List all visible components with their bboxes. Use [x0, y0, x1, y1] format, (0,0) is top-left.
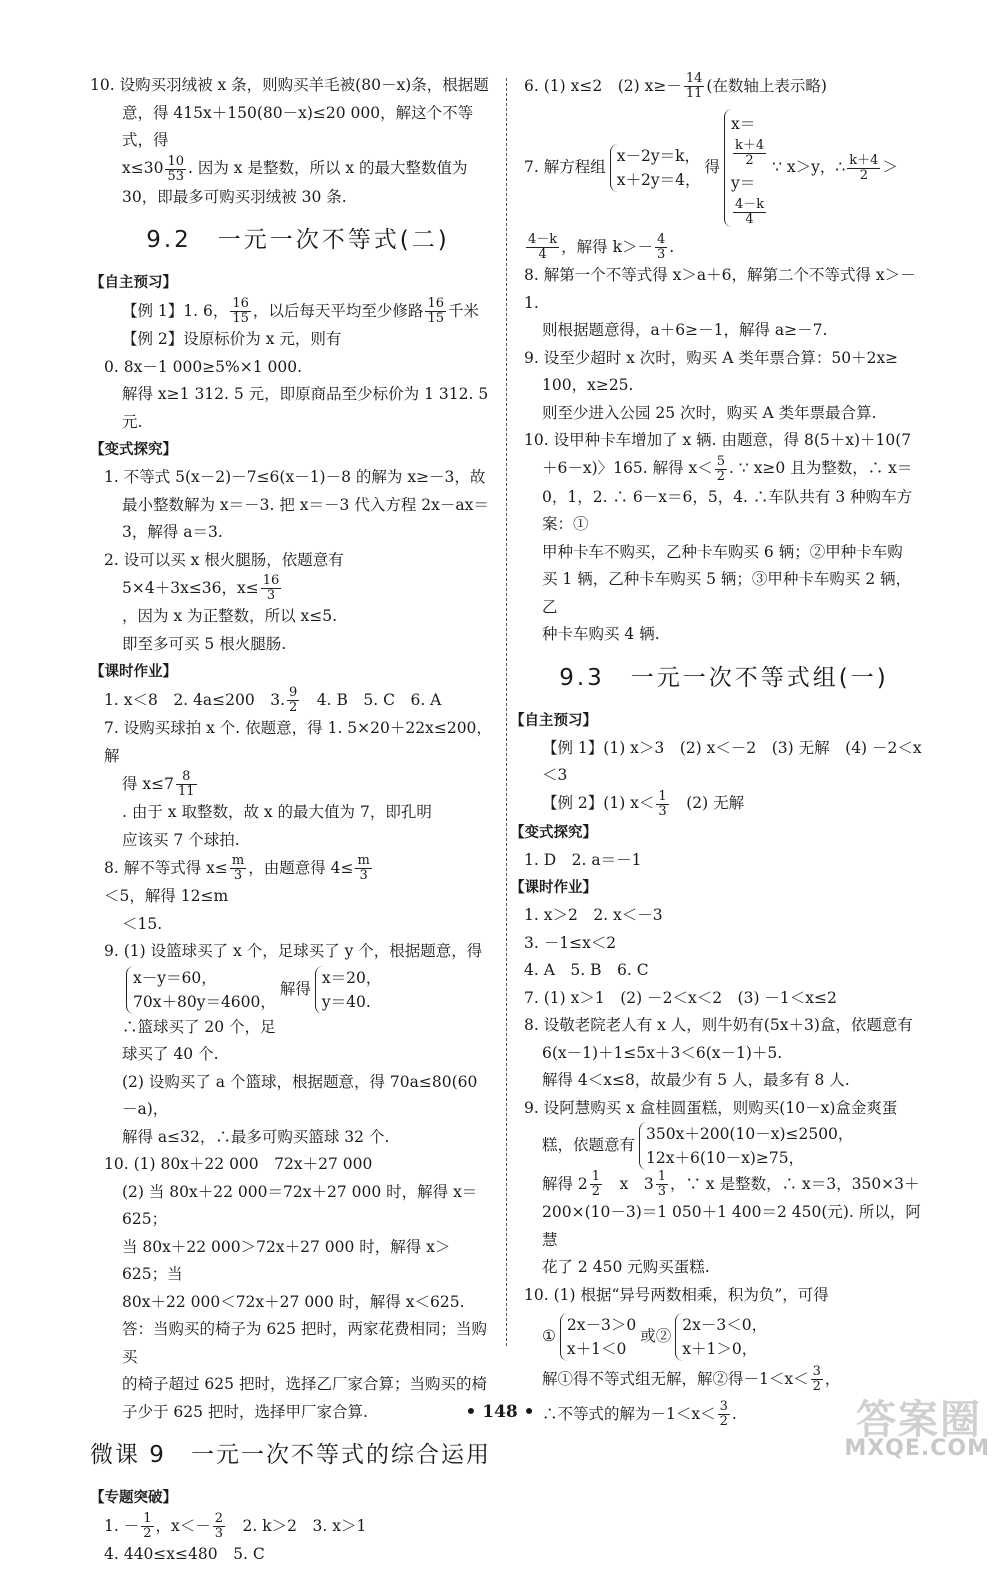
section-title-9-2: 9.2 一元一次不等式(二) — [146, 227, 450, 253]
r-q10-line4: 甲种卡车不购买，乙种卡车购买 6 辆；②甲种卡车购 — [542, 542, 903, 561]
fraction: $\frac{14}{11}$ — [685, 71, 703, 101]
r-q10-line1: 10. 设甲种卡车增加了 x 辆. 由题意，得 8(5＋x)＋10(7 — [524, 431, 912, 449]
section-title-microlesson: 微课 9 一元一次不等式的综合运用 — [90, 1442, 491, 1468]
variant-1-line2: 最小整数解为 x＝－3. 把 x＝－3 代入方程 2x－ax＝ — [122, 495, 489, 514]
variant-1-line3: 3，解得 a＝3. — [122, 523, 223, 541]
variant-1-line1: 1. 不等式 5(x－2)－7≤6(x－1)－8 的解为 x≥－3，故 — [104, 468, 486, 486]
r-hw-10-line3: 解①得不等式组无解，解②得－1＜x＜ $\frac{3}{2}$ ， — [542, 1364, 841, 1394]
r-q8-line2: 则根据题意得，a＋6≥－1，解得 a≥－7. — [542, 321, 828, 339]
fraction: $\frac{5}{2}$ — [716, 453, 726, 484]
homework-10-line2: (2) 当 80x＋22 000＝72x＋27 000 时，解得 x＝625； — [122, 1182, 478, 1228]
r-hw-4-6: 4. A 5. B 6. C — [524, 961, 649, 979]
r-q10-line6: 种卡车购买 4 辆. — [542, 625, 660, 643]
homework-9-line4: (2) 设购买了 a 个篮球，根据题意，得 70a≤80(60－a)， — [122, 1072, 478, 1118]
variant-2-line3: 即至多可买 5 根火腿肠. — [122, 634, 287, 653]
equation-system: x－2y＝k， x＋2y＝4， — [610, 144, 701, 192]
q10-line3: x≤30 $\frac{10}{53}$ . 因为 x 是整数，所以 x 的最大整数值为 — [122, 153, 468, 184]
heading-homework-2: 【课时作业】 — [510, 880, 597, 896]
topic-1-3: 1. － $\frac{1}{2}$ ，x＜－ $\frac{2}{3}$ 2. k＞2 3. x＞1 — [104, 1511, 367, 1541]
r-hw-9-line3: 解得 2 $\frac{1}{2}$ x 3 $\frac{1}{3}$ ，∵ x 是整数，∴ x＝3，350×3＋ — [542, 1169, 920, 1199]
fraction: $\frac{10}{53}$ — [167, 153, 184, 184]
page-number: • 148 • — [465, 1402, 535, 1422]
r-hw-8-line2: 6(x－1)＋1≤5x＋3＜6(x－1)＋5. — [542, 1043, 783, 1062]
r-q6: 6. (1) x≤2 (2) x≥－ $\frac{14}{11}$ (在数轴上表示略) — [524, 71, 827, 101]
r-example-1: 【例 1】(1) x＞3 (2) x＜－2 (3) 无解 (4) －2＜x＜3 — [542, 738, 922, 784]
r-hw-8-line1: 8. 设敬老院老人有 x 人，则牛奶有(5x＋3)盒，依题意有 — [524, 1016, 913, 1034]
r-q9-line2: 100，x≥25. — [542, 376, 634, 394]
fraction: $\frac{1}{2}$ — [591, 1169, 601, 1199]
r-q9-line3: 则至少进入公园 25 次时，购买 A 类年票最合算. — [542, 403, 877, 422]
homework-10-line5: 答：当购买的椅子为 625 把时，两家花费相同；当购买 — [122, 1320, 487, 1366]
fraction: $\frac{1}{2}$ — [143, 1511, 152, 1541]
variant-2-line1: 2. 设可以买 x 根火腿肠，依题意有 — [104, 550, 344, 569]
homework-8-line2: ＜15. — [122, 914, 163, 933]
r-q9-line1: 9. 设至少超时 x 次时，购买 A 类年票合算：50＋2x≥ — [524, 348, 899, 367]
r-q10-line5: 买 1 辆，乙种卡车购买 5 辆；③甲种卡车购买 2 辆，乙 — [542, 570, 912, 616]
inequality-system: 2x－3＜0， x＋1＞0， — [675, 1313, 767, 1361]
example-2-line3: 解得 x≥1 312. 5 元，即原商品至少标价为 1 312. 5 元. — [122, 385, 489, 431]
fraction: $\frac{4-k}{4}$ — [528, 232, 558, 262]
homework-7-line3: 应该买 7 个球拍. — [122, 830, 240, 849]
homework-10-line6: 的椅子超过 625 把时，选择乙厂家合算；当购买的椅 — [122, 1375, 487, 1393]
fraction: $\frac{1}{3}$ — [657, 1169, 666, 1199]
equation-system: x＝20， y＝40. — [315, 966, 381, 1014]
fraction: $\frac{3}{2}$ — [812, 1364, 821, 1394]
homework-9-line1: 9. (1) 设篮球买了 x 个，足球买了 y 个，根据题意，得 — [104, 942, 483, 960]
heading-preview-2: 【自主预习】 — [510, 712, 597, 729]
r-q10-line3: 0，1，2. ∴ 6－x＝6，5，4. ∴车队共有 3 种购车方案：① — [542, 487, 913, 533]
homework-9-line5: 解得 a≤32，∴最多可购买篮球 32 个. — [122, 1127, 390, 1146]
fraction: $\frac{16}{15}$ — [232, 296, 249, 326]
right-column — [510, 71, 924, 1429]
fraction: $\frac{8}{11}$ — [178, 769, 195, 799]
r-hw-3: 3. －1≤x＜2 — [524, 933, 617, 952]
topic-4-5: 4. 440≤x≤480 5. C — [104, 1545, 265, 1563]
homework-7-line2: 得 x≤7 $\frac{8}{11}$ . 由于 x 取整数，故 x 的最大值为 7，即孔明 — [122, 769, 432, 821]
fraction: $\frac{m}{3}$ — [357, 853, 370, 883]
fraction: $\frac{4}{3}$ — [656, 232, 666, 262]
variant-2-line2: 5×4＋3x≤36，x≤ $\frac{16}{3}$ ，因为 x 为正整数，所以 x≤5. — [122, 573, 338, 625]
section-title-9-3: 9.3 一元一次不等式组(一) — [559, 664, 889, 691]
heading-homework: 【课时作业】 — [90, 664, 177, 680]
r-hw-1-2: 1. x＞2 2. x＜－3 — [524, 906, 663, 924]
r-hw-9-line1: 9. 设阿慧购买 x 盒桂圆蛋糕，则购买(10－x)盒金爽蛋 — [524, 1098, 898, 1117]
column-divider — [506, 78, 507, 1346]
fraction: $\frac{9}{2}$ — [289, 685, 298, 715]
fraction: $\frac{2}{3}$ — [214, 1511, 224, 1541]
inequality-system: 2x－3＞0 x＋1＜0 — [560, 1313, 636, 1361]
fraction: $\frac{1}{3}$ — [658, 788, 667, 819]
homework-10-line4: 80x＋22 000＜72x＋27 000 时，解得 x＜625. — [122, 1292, 465, 1311]
left-column — [90, 72, 492, 1569]
r-hw-9-line4: 200×(10－3)＝1 050＋1 400＝2 450(元). 所以，阿慧 — [542, 1203, 921, 1249]
r-variant-1-2: 1. D 2. a＝－1 — [524, 850, 642, 869]
homework-9-line3: 球买了 40 个. — [122, 1045, 219, 1063]
r-q8-line1: 8. 解第一个不等式得 x＞a＋6，解第二个不等式得 x＞－1. — [524, 266, 916, 312]
inequality-system: 350x＋200(10－x)≤2500， 12x＋6(10－x)≥75， — [639, 1122, 853, 1170]
heading-preview: 【自主预习】 — [90, 275, 177, 291]
homework-10-line7: 子少于 625 把时，选择甲厂家合算. — [122, 1402, 368, 1421]
watermark-url: MXQE.COM — [844, 1436, 990, 1461]
r-hw-10-systems: ① 2x－3＞0 x＋1＜0 或② 2x－3＜0， x＋1＞0， — [524, 1313, 924, 1361]
example-2-line1: 【例 2】设原标价为 x 元，则有 — [122, 330, 342, 348]
fraction: $\frac{16}{3}$ — [262, 573, 280, 603]
equation-system: x＝ k＋4 2 y＝ 4－k 4 — [724, 109, 768, 227]
r-hw-10-line1: 10. (1) 根据“异号两数相乘，积为负”，可得 — [524, 1285, 829, 1304]
fraction: $\frac{m}{3}$ — [231, 853, 245, 883]
q10-line1: 10. 设购买羽绒被 x 条，则购买羊毛被(80－x)条，根据题 — [90, 76, 489, 94]
homework-1-6: 1. x＜8 2. 4a≤200 3. $\frac{9}{2}$ 4. B 5. C 6. A — [104, 685, 442, 715]
example-1: 【例 1】1. 6， $\frac{16}{15}$ ，以后每天平均至少修路 $\frac{16}{15}$ 千米 — [122, 296, 479, 326]
example-2-line2: 0. 8x－1 000≥5%×1 000. — [104, 357, 303, 376]
homework-9-system: x－y＝60， 70x＋80y＝4600， 解得 x＝20， y＝40. ∴篮球买了 20 个，足 — [104, 966, 492, 1042]
r-hw-9-line5: 花了 2 450 元购买蛋糕. — [542, 1258, 710, 1276]
r-q10-line2: ＋6－x)〉165. 解得 x＜ $\frac{5}{2}$ . ∵ x≥0 且为整数，∴ x＝ — [542, 453, 913, 484]
watermark-logo: 答案圈 — [856, 1397, 982, 1443]
equation-system: x－y＝60， 70x＋80y＝4600， — [126, 966, 276, 1014]
r-hw-10-line4: ∴不等式的解为－1＜x＜ $\frac{3}{2}$ . — [542, 1399, 737, 1429]
fraction: $\frac{16}{15}$ — [427, 296, 444, 326]
q10-line4: 30，即最多可购买羽绒被 30 条. — [122, 187, 347, 206]
homework-7-line1: 7. 设购买球拍 x 个. 依题意，得 1. 5×20＋22x≤200，解 — [104, 719, 492, 765]
q10-line2: 意，得 415x＋150(80－x)≤20 000，解这个不等式，得 — [122, 103, 474, 149]
r-hw-9-system: 糕，依题意有 350x＋200(10－x)≤2500， 12x＋6(10－x)≥75， — [524, 1122, 924, 1170]
r-q7-line2: $\frac{4-k}{4}$ ，解得 k＞－ $\frac{4}{3}$ . — [528, 232, 675, 262]
homework-10-line3: 当 80x＋22 000＞72x＋27 000 时，解得 x＞625；当 — [122, 1237, 451, 1283]
heading-topic: 【专题突破】 — [90, 1490, 177, 1506]
heading-variant: 【变式探究】 — [90, 442, 177, 458]
r-example-2: 【例 2】(1) x＜ $\frac{1}{3}$ (2) 无解 — [542, 788, 745, 819]
fraction: $\frac{3}{2}$ — [719, 1399, 728, 1429]
r-hw-8-line3: 解得 4＜x≤8，故最少有 5 人，最多有 8 人. — [542, 1071, 850, 1089]
heading-variant-2: 【变式探究】 — [510, 824, 597, 841]
homework-8-line1: 8. 解不等式得 x≤ $\frac{m}{3}$ ，由题意得 4≤ $\frac{m}{3}$ ＜5，解得 12≤m — [104, 853, 370, 905]
homework-10-line1: 10. (1) 80x＋22 000 72x＋27 000 — [104, 1155, 373, 1173]
fraction: $\frac{k+4}{2}$ — [849, 152, 879, 183]
r-hw-7: 7. (1) x＞1 (2) －2＜x＜2 (3) －1＜x≤2 — [524, 988, 837, 1007]
r-q7-line1: 7. 解方程组 x－2y＝k， x＋2y＝4， 得 x＝ k＋4 2 y＝ 4－k 4 ∵ x＞y，∴ $\frac{k+4}{2}$ ＞ — [524, 109, 924, 227]
